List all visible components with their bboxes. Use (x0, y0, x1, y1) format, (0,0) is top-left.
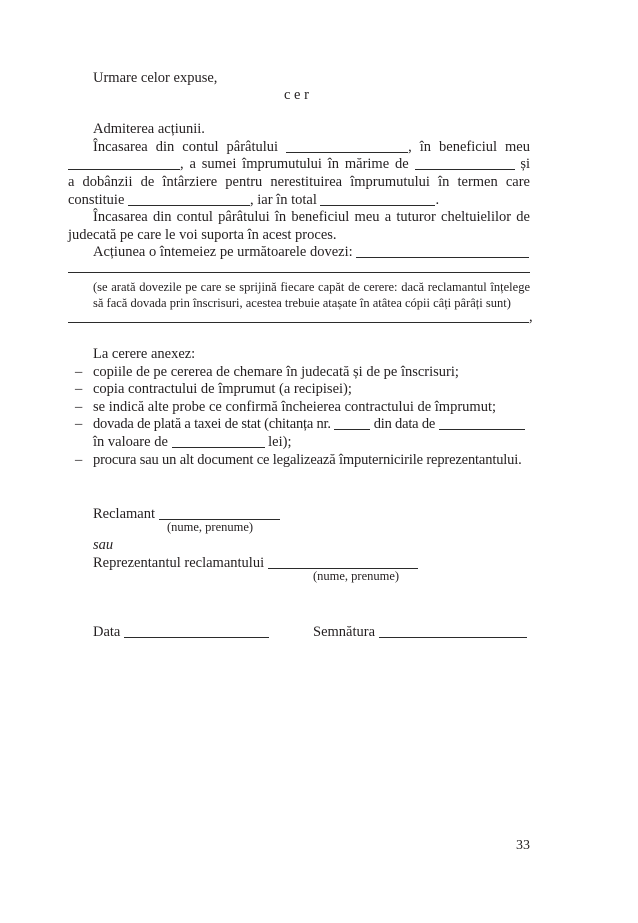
annex-item-text: dovada de plată a taxei de stat (chitanța nr. (93, 416, 331, 432)
recovery-text-end: , în beneficiul meu (408, 139, 530, 155)
annex-item (75, 363, 459, 381)
list-dash: – (75, 399, 83, 415)
annex-item-text-currency: lei); (268, 434, 292, 450)
annex-item-continuation (93, 433, 292, 451)
annex-item-text: se indică alte probe ce confirmă încheierea contractului de împrumut; (93, 399, 497, 415)
receipt-number-blank (334, 417, 370, 430)
evidence-blank (356, 245, 529, 258)
annex-item (75, 380, 352, 398)
defendant-blank (286, 140, 408, 153)
claimant-name-hint: (nume, prenume) (167, 520, 254, 534)
total-amount-blank (320, 193, 435, 206)
date-line (93, 623, 269, 641)
signature-line (313, 623, 527, 641)
recovery-line-4 (68, 191, 439, 209)
recovery-line-2 (68, 155, 530, 173)
list-dash: – (75, 381, 83, 397)
costs-line-1 (93, 208, 530, 226)
loan-amount-blank (415, 157, 515, 170)
recovery-text-start: Încasarea din contul pârâtului (93, 139, 279, 155)
representative-name-blank (268, 556, 418, 569)
request-heading: c e r (284, 87, 309, 103)
annex-item (75, 415, 525, 433)
recovery-text-period: . (435, 192, 440, 208)
evidence-note-text-1: (se arată dovezile pe care se sprijină fiecare capăt de cerere: dacă reclamantul înțelege (93, 280, 530, 294)
recovery-line-1 (93, 138, 530, 156)
evidence-rule-1 (68, 258, 530, 276)
request-admission: Admiterea acțiunii. (93, 121, 205, 137)
representative-label: Reprezentantul reclamantului (93, 555, 265, 571)
evidence-end-mark: , (529, 309, 533, 325)
recovery-text-and: și (520, 156, 530, 172)
evidence-full-blank (68, 260, 530, 273)
costs-line-2: judecată pe care le voi suporta în acest proces. (68, 227, 337, 243)
evidence-note-line-1 (93, 280, 530, 295)
interest-amount-blank (128, 193, 250, 206)
list-dash: – (75, 452, 83, 468)
annex-item-text: procura sau un alt document ce legalizează împuternicirile reprezentantului. (93, 452, 522, 468)
recovery-text-middle: , a sumei împrumutului în mărime de (180, 156, 409, 172)
evidence-label: Acțiunea o întemeiez pe următoarele dovezi: (93, 244, 353, 260)
annex-item-text-value: în valoare de (93, 434, 168, 450)
beneficiary-blank (68, 157, 180, 170)
recovery-text-total: , iar în total (250, 192, 317, 208)
evidence-full-blank (68, 310, 529, 323)
list-dash: – (75, 364, 83, 380)
recovery-text-interest: a dobânzii de întârziere pentru nerestituirea împrumutului în termen care (68, 174, 530, 190)
evidence-rule-2 (68, 308, 533, 326)
claimant-name-blank (159, 507, 280, 520)
claimant-label: Reclamant (93, 506, 156, 522)
signature-blank (379, 625, 527, 638)
annexes-label: La cerere anexez: (93, 346, 196, 362)
annex-item-text: copia contractului de împrumut (a recipisei); (93, 381, 352, 397)
representative-name-hint: (nume, prenume) (313, 569, 400, 583)
evidence-note-line-2: să facă dovada prin înscrisuri, acestea trebuie atașate în atâtea cópii câți pârâți sunt) (93, 296, 511, 310)
recovery-text-constitutes: constituie (68, 192, 125, 208)
page-number: 33 (516, 838, 530, 853)
receipt-date-blank (439, 417, 525, 430)
costs-text-1: Încasarea din contul pârâtului în beneficiul meu a tuturor cheltuielilor de (93, 209, 530, 225)
fee-amount-blank (172, 435, 265, 448)
annex-item (75, 451, 522, 469)
date-label: Data (93, 624, 121, 640)
annex-item (75, 398, 496, 416)
annex-item-text-date: din data de (373, 416, 436, 432)
signature-label: Semnătura (313, 624, 376, 640)
annex-item-text: copiile de pe cererea de chemare în judecată și de pe înscrisuri; (93, 364, 459, 380)
alternative-word: sau (93, 537, 114, 553)
recovery-line-3 (68, 173, 530, 191)
intro-line: Urmare celor expuse, (93, 70, 218, 86)
date-blank (124, 625, 269, 638)
list-dash: – (75, 416, 83, 432)
